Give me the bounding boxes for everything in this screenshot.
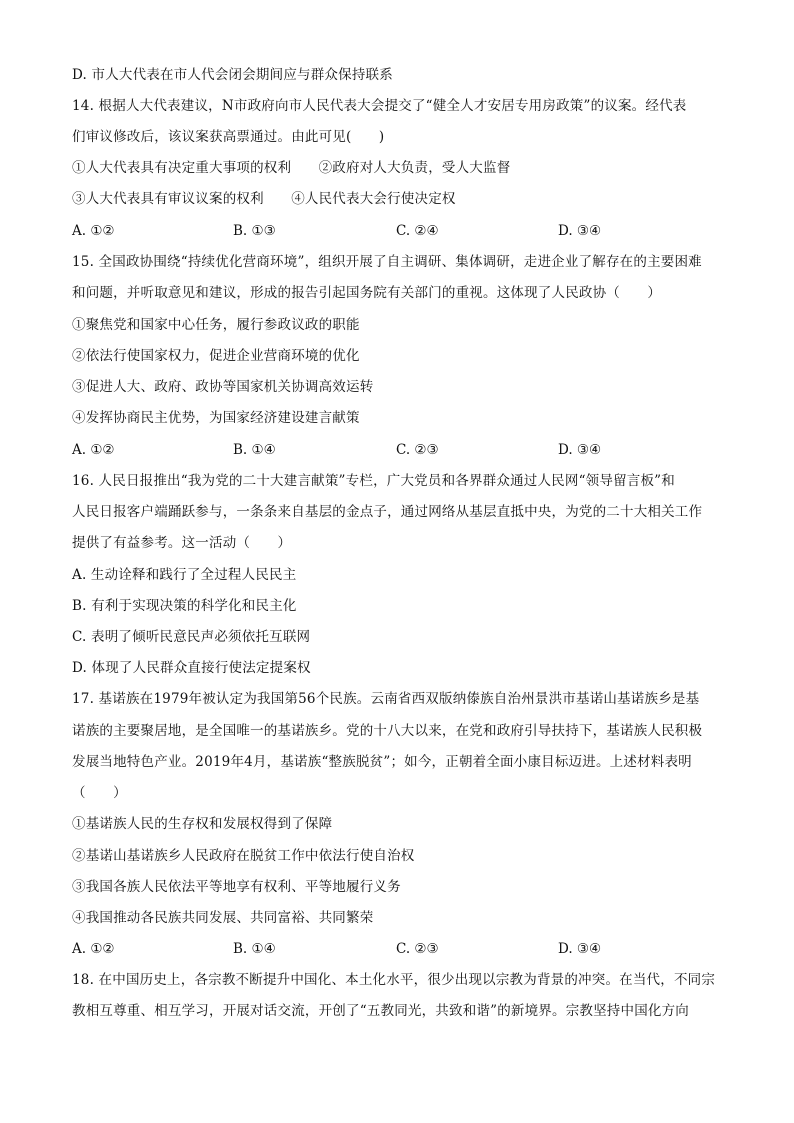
q14-statement-1-2: ①人大代表具有决定重大事项的权利 ②政府对人大负责，受人大监督 [72,160,511,176]
q14-stem-line1: 14. 根据人大代表建议，N市政府向市人民代表大会提交了“健全人才安居专用房政策”的议案。经代表 [72,98,687,114]
q14-option-b: B. ①③ [233,223,276,239]
q17-statement-3: ③我国各族人民依法平等地享有权利、平等地履行义务 [72,879,401,895]
q16-option-b: B. 有利于实现决策的科学化和民主化 [72,598,297,614]
q16-option-a: A. 生动诠释和践行了全过程人民民主 [72,567,297,583]
q17-statement-2: ②基诺山基诺族乡人民政府在脱贫工作中依法行使自治权 [72,848,415,864]
q17-statement-4: ④我国推动各民族共同发展、共同富裕、共同繁荣 [72,910,374,926]
q15-stem-line2: 和问题，并听取意见和建议，形成的报告引起国务院有关部门的重视。这体现了人民政协（ ） [72,285,662,301]
q17-option-c: C. ②③ [396,941,439,957]
q15-statement-4: ④发挥协商民主优势，为国家经济建设建言献策 [72,410,360,426]
q17-stem-line3: 发展当地特色产业。2019年4月，基诺族“整族脱贫”；如今，正朝着全面小康目标迈进。上述材料表明 [72,754,692,770]
q16-stem-line2: 人民日报客户端踊跃参与，一条条来自基层的金点子，通过网络从基层直抵中央，为党的二十大相关工作 [72,504,703,520]
q17-option-a: A. ①② [72,941,115,957]
q15-option-d: D. ③④ [558,442,602,458]
q15-statement-3: ③促进人大、政府、政协等国家机关协调高效运转 [72,379,374,395]
q14-statement-3-4: ③人大代表具有审议议案的权利 ④人民代表大会行使决定权 [72,191,456,207]
q15-option-c: C. ②③ [396,442,439,458]
q17-statement-1: ①基诺族人民的生存权和发展权得到了保障 [72,816,333,832]
q17-option-d: D. ③④ [558,941,602,957]
q14-option-d: D. ③④ [558,223,602,239]
q17-option-b: B. ①④ [233,941,276,957]
q17-stem-line2: 诺族的主要聚居地，是全国唯一的基诺族乡。党的十八大以来，在党和政府引导扶持下，基诺族人民积极 [72,723,703,739]
q14-option-a: A. ①② [72,223,115,239]
q16-option-d: D. 体现了人民群众直接行使法定提案权 [72,660,311,676]
q16-stem-line1: 16. 人民日报推出“我为党的二十大建言献策”专栏，广大党员和各界群众通过人民网“领导留言板”和 [72,473,675,489]
q14-stem-line2: 们审议修改后，该议案获高票通过。由此可见( ) [72,129,385,145]
q15-option-b: B. ①④ [233,442,276,458]
q13-option-d: D. 市人大代表在市人代会闭会期间应与群众保持联系 [72,67,393,83]
q15-stem-line1: 15. 全国政协围绕“持续优化营商环境”，组织开展了自主调研、集体调研，走进企业了解存在的主要困难 [72,254,702,270]
q18-stem-line2: 教相互尊重、相互学习，开展对话交流，开创了“五教同光，共致和谐”的新境界。宗教坚持中国化方向 [72,1003,690,1019]
q15-statement-1: ①聚焦党和国家中心任务，履行参政议政的职能 [72,317,360,333]
q14-option-c: C. ②④ [396,223,439,239]
q17-stem-line1: 17. 基诺族在1979年被认定为我国第56个民族。云南省西双版纳傣族自治州景洪市基诺山基诺族乡是基 [72,691,700,707]
q16-option-c: C. 表明了倾听民意民声必须依托互联网 [72,629,311,645]
q15-statement-2: ②依法行使国家权力，促进企业营商环境的优化 [72,348,360,364]
q17-stem-line4: （ ） [72,785,127,801]
q15-option-a: A. ①② [72,442,115,458]
q18-stem-line1: 18. 在中国历史上，各宗教不断提升中国化、本土化水平，很少出现以宗教为背景的冲突。在当代，不同宗 [72,972,716,988]
q16-stem-line3: 提供了有益参考。这一活动（ ） [72,535,292,551]
